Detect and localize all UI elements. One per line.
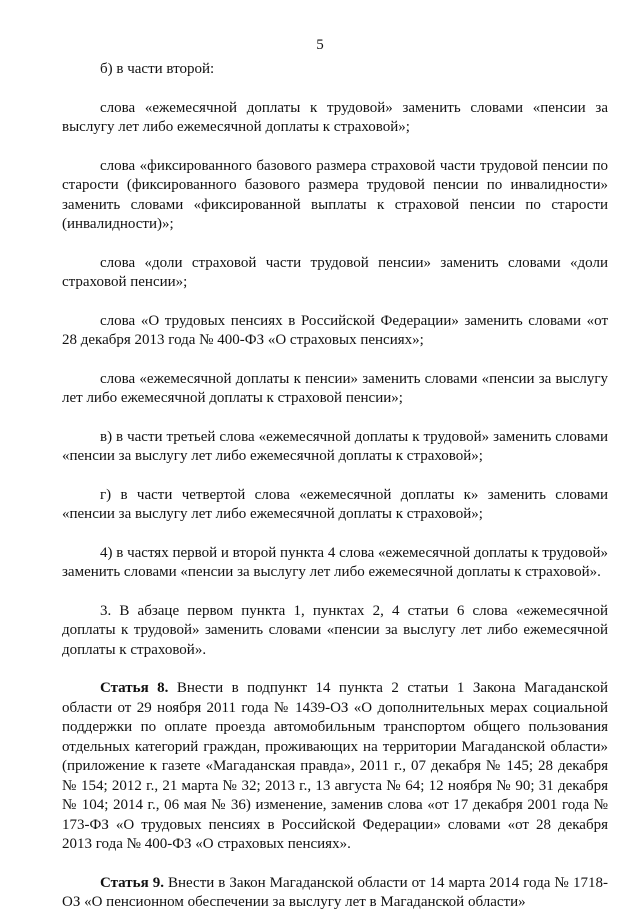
paragraph-amend-3: слова «доли страховой части трудовой пенсии» заменить словами «доли страховой пенсии»; [62,254,608,290]
page-number: 5 [316,37,324,53]
paragraph-amend-2: слова «фиксированного базового размера страховой части трудовой пенсии по старости (фиксированного базового размера трудовой пенсии по инвалидности» заменить словами «фиксированной выплаты к страховой пенсии по старости (инвалидности)»; [62,157,608,232]
paragraph-amend-4: слова «О трудовых пенсиях в Российской Федерации» заменить словами «от 28 декабря 2013 года № 400-ФЗ «О страховых пенсиях»; [62,312,608,348]
article-9-text: Внести в Закон Магаданской области от 14 марта 2014 года № 1718-ОЗ «О пенсионном обеспечении за выслугу лет в Магаданской области» [62,874,608,910]
article-9-heading: Статья 9. [100,874,164,891]
paragraph-amend-1: слова «ежемесячной доплаты к трудовой» заменить словами «пенсии за выслугу лет либо ежемесячной доплаты к страховой»; [62,99,608,135]
paragraph-amend-5: слова «ежемесячной доплаты к пенсии» заменить словами «пенсии за выслугу лет либо ежемесячной доплаты к страховой пенсии»; [62,370,608,406]
paragraph-g: г) в части четвертой слова «ежемесячной доплаты к» заменить словами «пенсии за выслугу лет либо ежемесячной доплаты к страховой»; [62,486,608,522]
article-8-heading: Статья 8. [100,680,169,696]
article-8-text: Внести в подпункт 14 пункта 2 статьи 1 Закона Магаданской области от 29 ноября 2011 года № 1439-ОЗ «О дополнительных мерах социальной поддержки по оплате проезда автомобильным транспортом общего пользования отдельных категорий граждан, проживающих на территории Магаданской области» (приложение к газете «Магаданская правда», 2011 г., 07 декабря № 145; 28 декабря № 154; 2012 г., 21 марта № 32; 2013 г., 13 августа № 64; 12 ноября № 90; 31 декабря № 104; 2014 г., 06 мая № 36) изменение, заменив слова «от 17 декабря 2001 года № 173-ФЗ «О трудовых пенсиях в Российской Федерации» словами «от 28 декабря 2013 года № 400-ФЗ «О страховых пенсиях». [62,680,608,852]
paragraph-b: б) в части второй: [100,61,215,77]
document-body [62,60,608,913]
paragraph-v: в) в части третьей слова «ежемесячной доплаты к трудовой» заменить словами «пенсии за выслугу лет либо ежемесячной доплаты к страховой»; [62,428,608,464]
paragraph-item-4: 4) в частях первой и второй пункта 4 слова «ежемесячной доплаты к трудовой» заменить словами «пенсии за выслугу лет либо ежемесячной доплаты к страховой». [62,544,608,580]
article-8 [62,679,608,855]
article-9 [62,874,608,913]
paragraph-item-3: 3. В абзаце первом пункта 1, пунктах 2, 4 статьи 6 слова «ежемесячной доплаты к трудовой» заменить словами «пенсии за выслугу лет либо ежемесячной доплаты к страховой». [62,602,608,658]
